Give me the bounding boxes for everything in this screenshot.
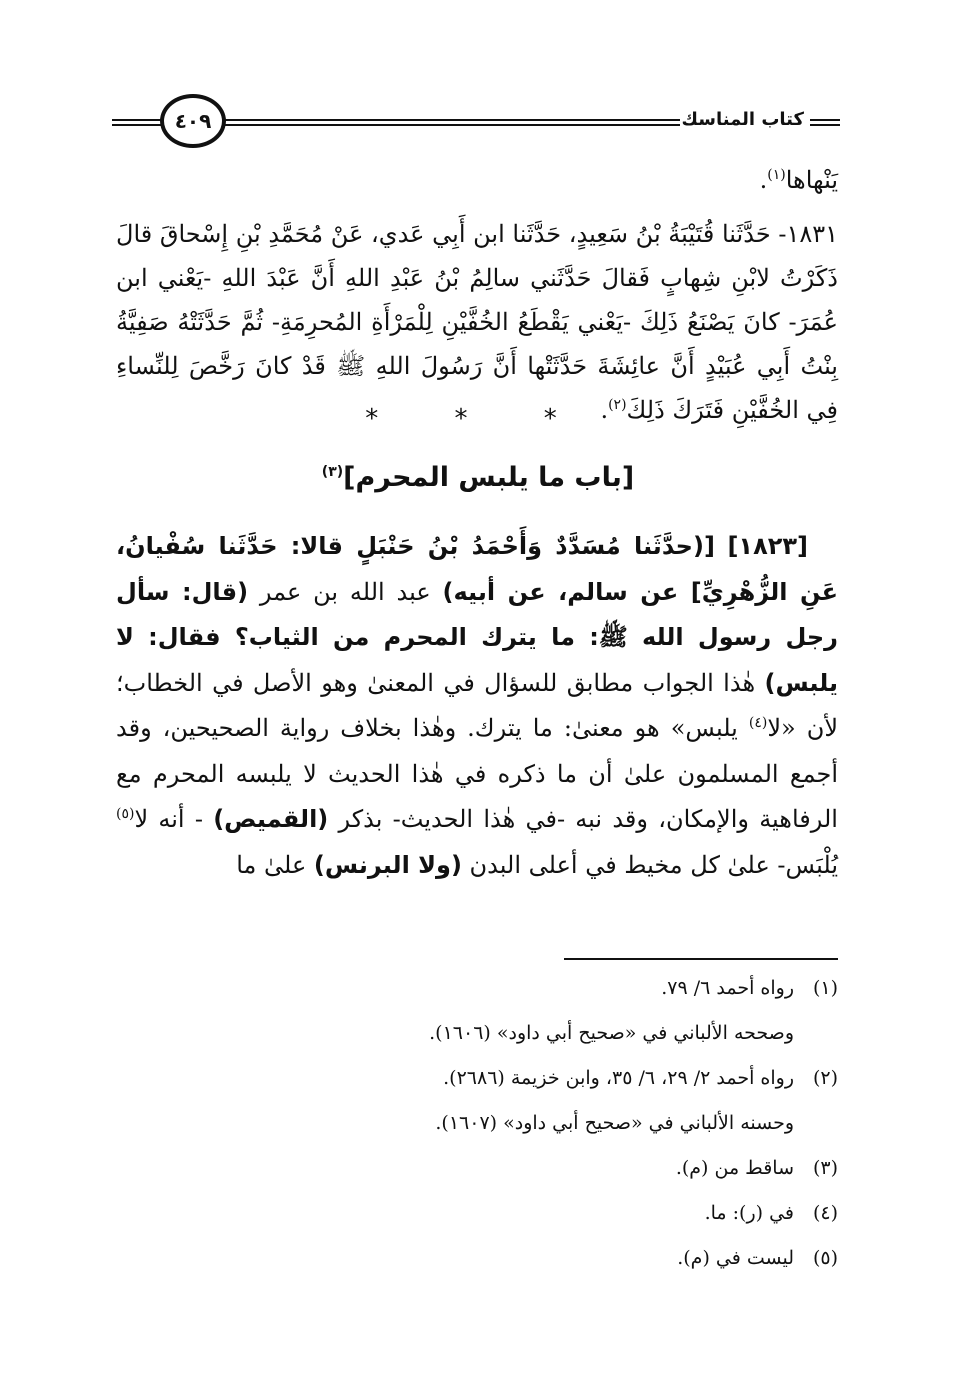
footnote-ref: (٥): [116, 806, 135, 822]
continuation-line: [116, 160, 838, 200]
hadith-matn: (القميص): [213, 805, 329, 833]
footnote: [116, 966, 838, 1011]
header-rule: [810, 119, 840, 126]
footnote-text: وحسنه الألباني في «صحيح أبي داود» (١٦٠٧).: [435, 1112, 794, 1134]
footnotes: [116, 966, 838, 1281]
commentary-1823: [116, 524, 838, 888]
continuation-end: .: [759, 166, 768, 194]
footnote-text: ساقط من (م).: [675, 1157, 794, 1179]
hadith-isnad: [(حدَّثَنا مُسَدَّدٌ وَأَحْمَدُ بْنُ حَنْبَلٍ قالا: حَدَّثَنا سُفْيانُ، عَنِ الزُّهْرِيِّ] عن سالم، عن أبيه): [116, 532, 838, 606]
commentary-text: هٰذا الجواب مطابق للسؤال في المعنىٰ وهو الأصل في الخطاب؛ لأن «لا: [116, 668, 839, 742]
page-number: ٤٠٩: [160, 94, 226, 148]
hadith-text: ١٨٣١- حَدَّثَنا قُتَيْبَةُ بْنُ سَعِيدٍ، حَدَّثَنا ابن أَبِي عَدي، عَنْ مُحَمَّدِ بْنِ إِسْحاقَ قالَ ذَكَرْتُ لابْنِ شِهابٍ فَقالَ حَدَّثَني سالِمُ بْنُ عَبْدِ اللهِ أَنَّ عَبْدَ اللهِ -يَعْني ابن عُمَرَ- كانَ يَصْنَعُ ذَلِكَ -يَعْني يَقْطَعُ الخُفَّيْنِ لِلْمَرْأَةِ المُحرِمَةِ- ثُمَّ حَدَّثَتْهُ صَفِيَّةُ بِنْتُ أَبِي عُبَيْدٍ أَنَّ عائِشَةَ حَدَّثَتْها أَنَّ رَسُولَ اللهِ ﷺ قَدْ كانَ رَخَّصَ لِلنِّساءِ فِي الخُفَّيْنِ فَتَرَكَ ذَلِكَ: [116, 220, 838, 424]
commentary-text: يُلْبَس- علىٰ كل مخيط في أعلى البدن: [469, 850, 838, 879]
footnote-number: (٢): [812, 1067, 838, 1089]
commentary-text: - أنه لا: [134, 805, 203, 833]
chapter-heading: [0, 456, 956, 500]
footnote-rule: [564, 958, 838, 960]
footnote-ref: (٤): [748, 715, 768, 731]
commentary-text: علىٰ ما: [236, 850, 307, 879]
footnote-number: (٥): [812, 1247, 838, 1269]
footnote: [116, 1056, 838, 1101]
continuation-text: يَنْهاها: [785, 166, 838, 194]
chapter-title: [باب ما يلبس المحرم]: [343, 462, 635, 493]
hadith-matn: (ولا البرنس): [313, 850, 462, 879]
footnote-text: ليست في (م).: [677, 1247, 794, 1269]
footnote-ref: (٣): [321, 464, 344, 480]
hadith-end: .: [600, 396, 609, 424]
hadith-matn: (قال: سأل رجل رسول الله ﷺ: ما يترك المحرم من الثياب؟ فقال: لا يلبس): [116, 577, 838, 697]
footnote-number: (٣): [812, 1157, 838, 1179]
footnote-ref: (٢): [608, 397, 627, 413]
footnote: [116, 1011, 838, 1056]
footnote: [116, 1101, 838, 1146]
footnote: [116, 1191, 838, 1236]
book-chapter-title: كتاب المناسك: [681, 109, 804, 130]
footnote-ref: (١): [767, 167, 786, 183]
footnote: [116, 1146, 838, 1191]
commentary-text: يلبس» هو معنىٰ: ما يترك. وهٰذا بخلاف رواية الصحيحين، وقد أجمع المسلمون علىٰ أن ما ذكره في هٰذا الحديث لا يلبسه المحرم مع الرفاهية والإمكان، وقد نبه -في هٰذا الحديث- بذكر: [116, 714, 838, 833]
footnote-text: رواه أحمد ٢/ ٢٩، ٦/ ٣٥، وابن خزيمة (٢٦٨٦).: [443, 1067, 794, 1089]
running-header: [112, 92, 840, 154]
header-rule: [212, 119, 680, 126]
hadith-1831: [116, 212, 838, 432]
commentary-text: عبد الله بن عمر: [259, 577, 431, 606]
footnote-text: وصححه الألباني في «صحيح أبي داود» (١٦٠٦).: [429, 1022, 794, 1044]
footnote-text: في (ر): ما.: [704, 1202, 794, 1224]
section-separator: * * *: [365, 404, 591, 434]
hadith-number: [١٨٢٣]: [727, 532, 808, 560]
footnote-number: (١): [812, 977, 838, 999]
footnote: [116, 1236, 838, 1281]
footnote-text: رواه أحمد ٦/ ٧٩.: [661, 977, 794, 999]
header-rule: [112, 119, 164, 126]
footnote-number: (٤): [812, 1202, 838, 1224]
